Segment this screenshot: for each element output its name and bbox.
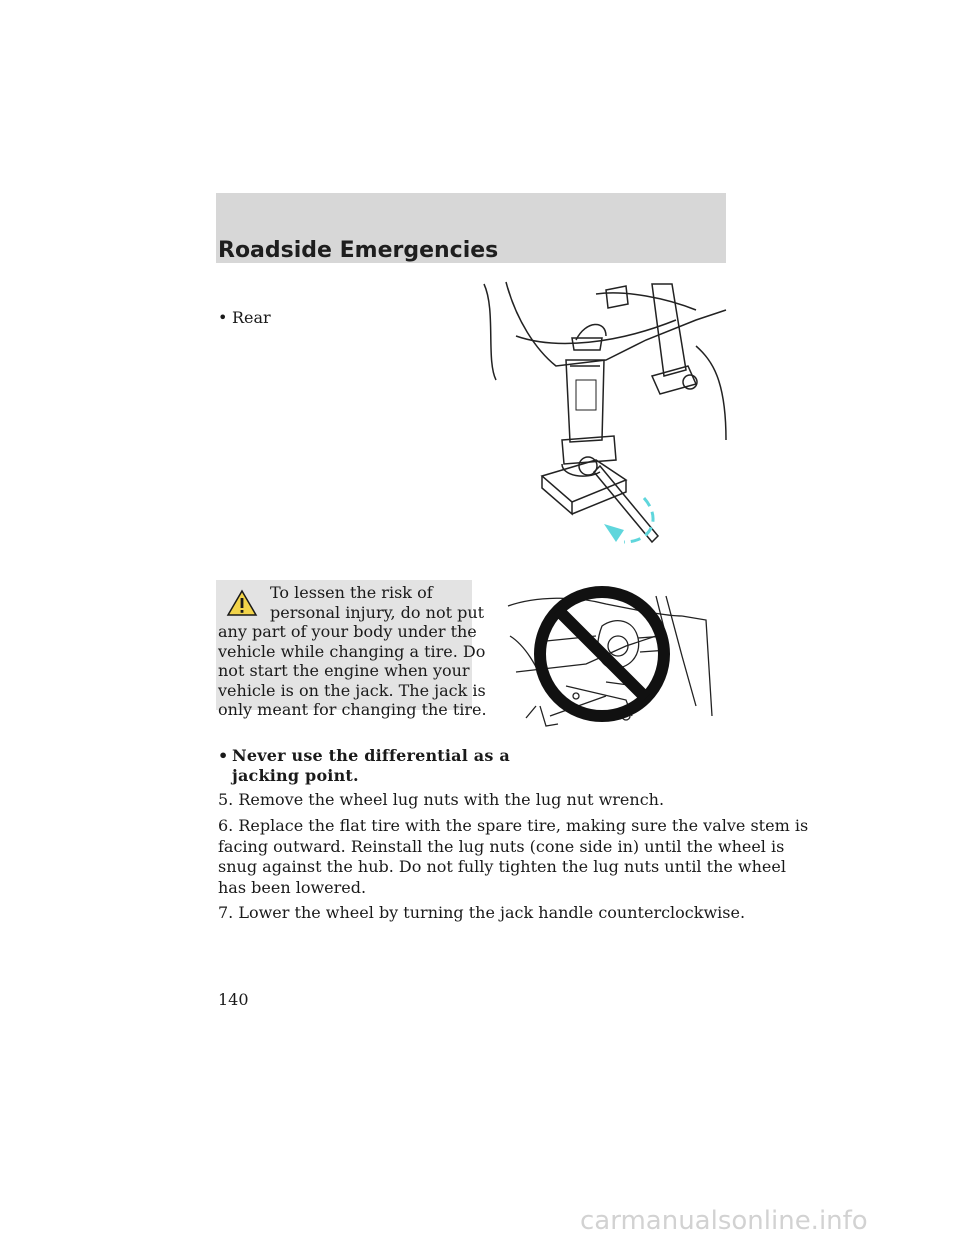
warning-text-line: not start the engine when your [218, 661, 470, 680]
bullet-label: Rear [232, 308, 271, 327]
bullet-item-rear [218, 308, 271, 328]
rear-jack-illustration [476, 280, 728, 562]
step-5: 5. Remove the wheel lug nuts with the lug nut wrench. [218, 790, 665, 809]
step-6-line: snug against the hub. Do not fully tighten the lug nuts until the wheel [218, 857, 786, 876]
page-number: 140 [218, 990, 249, 1009]
never-note-text: Never use the differential as a [232, 746, 510, 765]
warning-text-line: any part of your body under the [218, 622, 477, 641]
warning-text-line: only meant for changing the tire. [218, 700, 487, 719]
section-title: Roadside Emergencies [218, 238, 499, 263]
warning-triangle-icon [226, 589, 258, 617]
bullet-dot: • [218, 746, 229, 765]
never-note-line1 [218, 746, 510, 767]
step-6-line: 6. Replace the flat tire with the spare tire, making sure the valve stem is [218, 816, 809, 835]
warning-text-line: vehicle is on the jack. The jack is [218, 680, 486, 700]
no-differential-jacking-illustration [506, 576, 714, 736]
step-7: 7. Lower the wheel by turning the jack handle counterclockwise. [218, 903, 746, 922]
warning-text-line: vehicle while changing a tire. Do [218, 641, 486, 661]
step-6-line: facing outward. Reinstall the lug nuts (cone side in) until the wheel is [218, 836, 785, 856]
warning-text-line: personal injury, do not put [270, 602, 485, 622]
never-note-line2: jacking point. [232, 766, 359, 785]
warning-text-line: To lessen the risk of [270, 583, 433, 602]
step-6-line: has been lowered. [218, 877, 367, 897]
bullet-dot: • [218, 308, 228, 327]
watermark: carmanualsonline.info [580, 1206, 868, 1236]
